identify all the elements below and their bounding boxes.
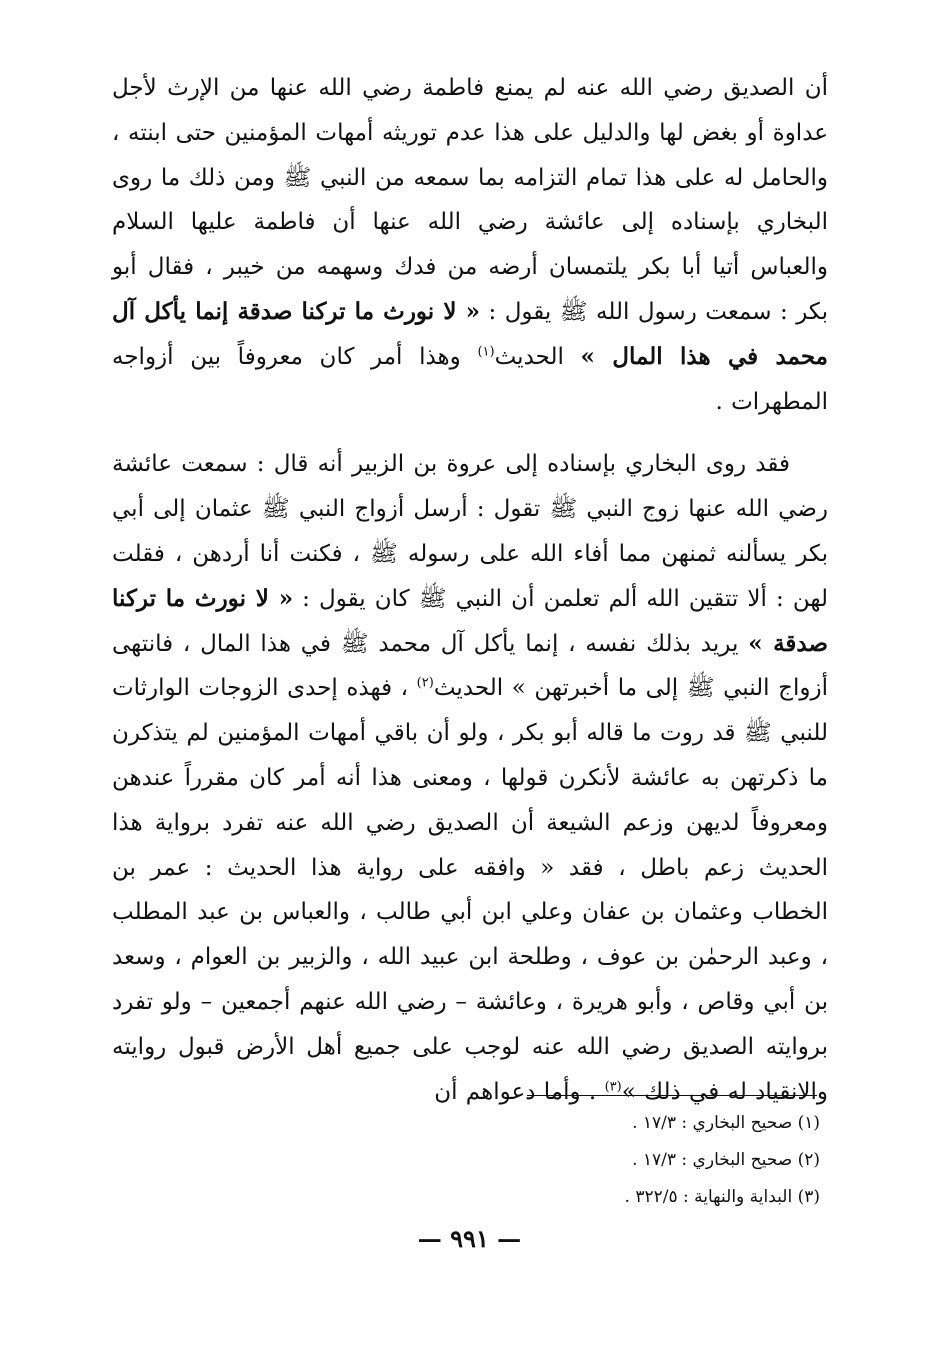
- hadith-quote-2: « لا نورث ما تركنا صدقة »: [112, 584, 829, 657]
- hadith-quote-1: « لا نورث ما تركنا صدقة إنما يأكل آل محمد في هذا المال »: [112, 297, 828, 370]
- main-text: [112, 66, 828, 1114]
- footnote-marker-3: (٣): [604, 1078, 622, 1094]
- footnote-item: (١) صحيح البخاري : ١٧/٣ .: [632, 1113, 820, 1133]
- footnote-item: (٣) البداية والنهاية : ٣٢٢/٥ .: [624, 1187, 820, 1207]
- paragraph-2-text-c: ، فهذه إحدى الزوجات الوارثات للنبي ﷺ قد روت ما قاله أبو بكر ، ولو أن باقي أمهات المؤمنين لم يتذكرن ما ذكرتهن به عائشة لأنكرن قولها ، ومعنى هذا أنه أمر كان مقرراً عندهن ومعروفاً لديهن وزعم الشيعة أن الصديق رضي الله عنه تفرد برواية هذا الحديث زعم باطل ، فقد « وافقه على رواية هذا الحديث : عمر بن الخطاب وعثمان بن عفان وعلي ابن أبي طالب ، والعباس بن عبد المطلب ، وعبد الرحمٰن بن عوف ، وطلحة ابن عبيد الله ، والزبير بن العوام ، وسعد بن أبي وقاص ، وأبو هريرة ، وعائشة – رضي الله عنهم أجمعين – ولو تفرد بروايته الصديق رضي الله عنه لوجب على جميع أهل الأرض قبول روايته والانقياد له في ذلك »: [112, 675, 828, 1105]
- paragraph-2-text-b: يريد بذلك نفسه ، إنما يأكل آل محمد ﷺ في هذا المال ، فانتهى أزواج النبي ﷺ إلى ما أخبرتهن » الحديث: [112, 630, 828, 702]
- footnote-separator-rule: [527, 1095, 817, 1096]
- paragraph-2-text-a: فقد روى البخاري بإسناده إلى عروة بن الزبير أنه قال : سمعت عائشة رضي الله عنها زوج النبي ﷺ تقول : أرسل أزواج النبي ﷺ عثمان إلى أبي بكر يسألنه ثمنهن مما أفاء الله على رسوله ﷺ ، فكنت أنا أردهن ، فقلت لهن : ألا تتقين الله ألم تعلمن أن النبي ﷺ كان يقول :: [112, 451, 828, 612]
- paragraph-2: [112, 442, 828, 1114]
- paragraph-1-text-b: الحديث: [494, 343, 581, 370]
- page-number: — ٩٩١ —: [417, 1224, 522, 1253]
- paragraph-2-text-d: . وأما دعواهم أن: [434, 1078, 605, 1105]
- footnote-marker-1: (١): [477, 344, 495, 360]
- footnotes-list: [112, 1105, 820, 1216]
- paragraph-1: [112, 66, 828, 424]
- paragraph-1-text-a: أن الصديق رضي الله عنه لم يمنع فاطمة رضي الله عنها من الإرث لأجل عداوة أو بغض لها والدليل على هذا عدم توريثه أمهات المؤمنين حتى ابنته ، والحامل له على هذا تمام التزامه بما سمعه من النبي ﷺ ومن ذلك ما روى البخاري بإسناده إلى عائشة رضي الله عنها أن فاطمة عليها السلام والعباس أتيا أبا بكر يلتمسان أرضه من فدك وسهمه من خيبر ، فقال أبو بكر : سمعت رسول الله ﷺ يقول :: [112, 75, 828, 325]
- paragraph-1-text-c: وهذا أمر كان معروفاً بين أزواجه المطهرات .: [112, 343, 828, 415]
- footnote-item: (٢) صحيح البخاري : ١٧/٣ .: [632, 1150, 820, 1170]
- footnote-marker-2: (٢): [416, 675, 434, 691]
